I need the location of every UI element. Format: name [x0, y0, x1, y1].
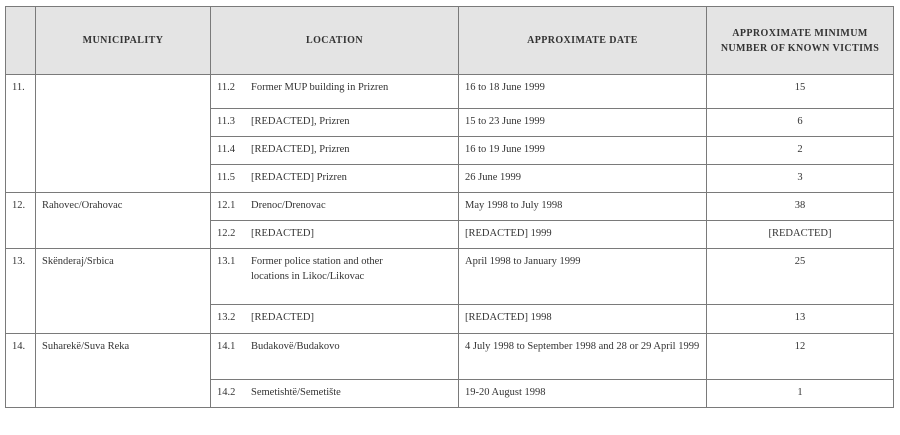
victims-cell: 38 — [707, 193, 894, 221]
location-number: 11.2 — [217, 82, 235, 93]
victims-table — [5, 6, 894, 408]
location-cell — [211, 75, 459, 109]
group-number: 13. — [6, 249, 36, 334]
location-number: 12.2 — [217, 228, 236, 239]
header-number — [6, 7, 36, 75]
municipality-cell — [36, 75, 211, 193]
header-location: LOCATION — [211, 7, 459, 75]
header-municipality: MUNICIPALITY — [36, 7, 211, 75]
municipality-cell: Skënderaj/Srbica — [36, 249, 211, 334]
location-text: Former MUP building in Prizren — [251, 82, 389, 93]
date-cell: May 1998 to July 1998 — [459, 193, 707, 221]
victims-cell: 1 — [707, 380, 894, 408]
header-date: APPROXIMATE DATE — [459, 7, 707, 75]
date-cell: April 1998 to January 1999 — [459, 249, 707, 305]
victims-cell: 6 — [707, 109, 894, 137]
location-cell — [211, 221, 459, 249]
date-cell: 16 to 18 June 1999 — [459, 75, 707, 109]
location-cell — [211, 380, 459, 408]
location-number: 13.1 — [217, 256, 236, 267]
location-number: 12.1 — [217, 200, 236, 211]
location-text: Drenoc/Drenovac — [251, 200, 326, 211]
location-number: 11.4 — [217, 144, 235, 155]
victims-cell: 2 — [707, 137, 894, 165]
location-number: 13.2 — [217, 312, 236, 323]
header-row — [6, 7, 894, 75]
victims-cell: 25 — [707, 249, 894, 305]
date-cell: 4 July 1998 to September 1998 and 28 or 29 April 1999 — [459, 334, 707, 380]
location-number: 11.3 — [217, 116, 235, 127]
location-cell — [211, 334, 459, 380]
location-text: [REDACTED], Prizren — [251, 144, 350, 155]
date-cell: 19-20 August 1998 — [459, 380, 707, 408]
location-text: Former police station and other locations in Likoc/Likovac — [251, 256, 383, 282]
location-cell — [211, 165, 459, 193]
location-cell — [211, 193, 459, 221]
group-number: 12. — [6, 193, 36, 249]
location-cell — [211, 305, 459, 334]
victims-cell: 12 — [707, 334, 894, 380]
location-cell — [211, 249, 459, 305]
location-text: [REDACTED], Prizren — [251, 116, 350, 127]
date-cell: [REDACTED] 1998 — [459, 305, 707, 334]
location-text: [REDACTED] — [251, 312, 314, 323]
table-row — [6, 249, 894, 305]
location-cell — [211, 137, 459, 165]
location-text: Budakovë/Budakovo — [251, 341, 340, 352]
victims-cell: 3 — [707, 165, 894, 193]
group-number: 14. — [6, 334, 36, 408]
victims-cell: 15 — [707, 75, 894, 109]
table-row — [6, 334, 894, 380]
municipality-cell: Suharekë/Suva Reka — [36, 334, 211, 408]
location-text: [REDACTED] — [251, 228, 314, 239]
table-row — [6, 75, 894, 109]
date-cell: 26 June 1999 — [459, 165, 707, 193]
group-number: 11. — [6, 75, 36, 193]
date-cell: [REDACTED] 1999 — [459, 221, 707, 249]
location-number: 11.5 — [217, 172, 235, 183]
location-number: 14.2 — [217, 387, 236, 398]
table-row — [6, 193, 894, 221]
location-text: [REDACTED] Prizren — [251, 172, 347, 183]
victims-cell: [REDACTED] — [707, 221, 894, 249]
municipality-cell: Rahovec/Orahovac — [36, 193, 211, 249]
location-cell — [211, 109, 459, 137]
date-cell: 16 to 19 June 1999 — [459, 137, 707, 165]
victims-cell: 13 — [707, 305, 894, 334]
header-victims: APPROXIMATE MINIMUM NUMBER OF KNOWN VICTIMS — [707, 7, 894, 75]
location-text: Semetishtë/Semetište — [251, 387, 341, 398]
date-cell: 15 to 23 June 1999 — [459, 109, 707, 137]
location-number: 14.1 — [217, 341, 236, 352]
